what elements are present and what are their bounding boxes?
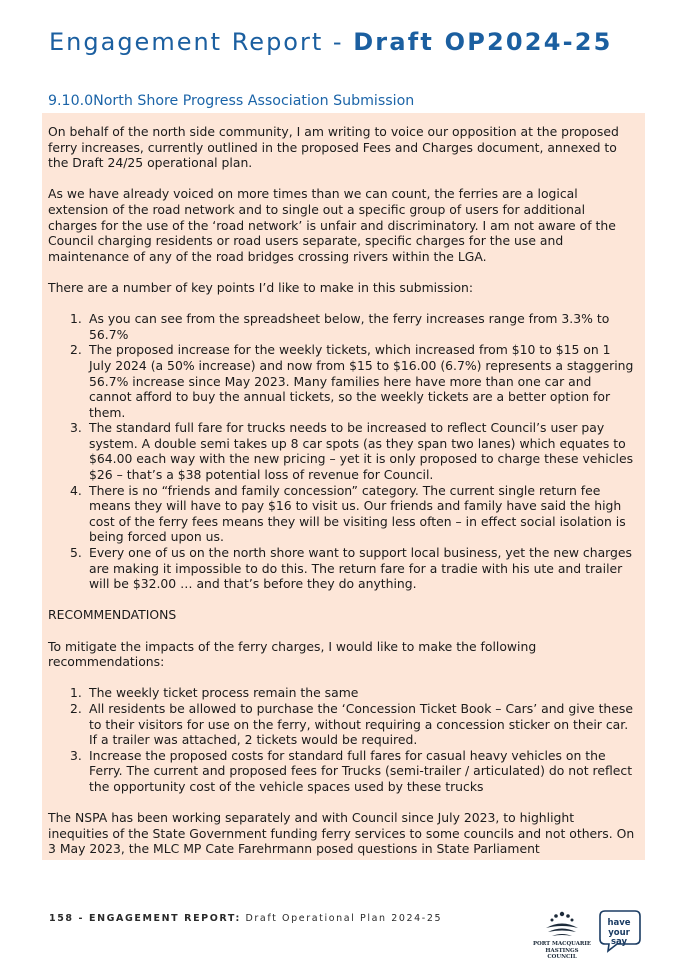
- footer-label: - ENGAGEMENT REPORT:: [73, 913, 241, 924]
- recommendations-intro: To mitigate the impacts of the ferry charges, I would like to make the following recommendations:: [48, 638, 537, 670]
- have-your-say-icon: [597, 908, 643, 954]
- list-item: 2. All residents be allowed to purchase the ‘Concession Ticket Book – Cars’ and give these to their visitors for use on the ferry, without requiring a concession sticker on their car. If a trailer was attached, 2 tickets would be required.: [70, 700, 633, 748]
- list-item: 5. Every one of us on the north shore want to support local business, yet the new charges are making it impossible to do this. The return fare for a tradie with his ute and trailer will be $32.00 … and that’s before they do anything.: [70, 545, 632, 592]
- key-points-list: [48, 311, 635, 592]
- paragraph-intro: On behalf of the north side community, I am writing to voice our opposition at the proposed ferry increases, currently outlined in the proposed Fees and Charges document, annexed to the Draft 24/25 operational plan.: [48, 124, 619, 171]
- list-item: 1. The weekly ticket process remain the same: [70, 685, 359, 701]
- title-draft: Draft OP2024-25: [353, 28, 613, 56]
- council-name: PORT MACQUARIE HASTINGS COUNCIL: [533, 941, 591, 961]
- council-logo-icon: [532, 908, 592, 961]
- page-footer: [49, 913, 442, 924]
- title-prefix: Engagement Report -: [49, 28, 354, 56]
- paragraph-road-network: As we have already voiced on more times than we can count, the ferries are a logical extension of the road network and to single out a specific group of users for additional charges for the use of the ‘road network’ is unfair and discriminatory. I am not aware of the Council charging residents or road users separate, specific charges for the use and maintenance of any of the road bridges crossing rivers within the LGA.: [48, 186, 616, 264]
- section-heading: 9.10.0North Shore Progress Association Submission: [48, 93, 415, 109]
- footer-doc-title: Draft Operational Plan 2024-25: [240, 913, 443, 924]
- list-item: 3. The standard full fare for trucks needs to be increased to reflect Council’s user pay system. A double semi takes up 8 car spots (as they span two lanes) which equates to $64.00 each way with the new pricing – yet it is only proposed to charge these vehicles $26 – that’s a $38 potential loss of revenue for Council.: [70, 420, 634, 483]
- have-your-say-text: have your say: [607, 918, 631, 948]
- council-emblem-icon: [532, 908, 592, 942]
- list-item: 4. There is no “friends and family concession” category. The current single return fee means they will have to pay $16 to visit us. Our friends and family have said the high cost of the ferry fees means they will be visiting less often – in effect social isolation is being forced upon us.: [70, 482, 626, 545]
- paragraph-closing: The NSPA has been working separately and with Council since July 2023, to highlight inequities of the State Government funding ferry services to some councils and not others. On 3 May 2023, the MLC MP Cate Farehrmann posed questions in State Parliament: [48, 810, 635, 857]
- recommendations-list: [48, 685, 635, 794]
- page-number: 158: [49, 913, 74, 924]
- page-title: [49, 28, 613, 56]
- recommendations-heading: RECOMMENDATIONS: [48, 607, 177, 623]
- list-item: 3. Increase the proposed costs for standard full fares for casual heavy vehicles on the Ferry. The current and proposed fees for Trucks (semi-trailer / articulated) do not reflect the opportunity cost of the vehicle spaces used by these trucks: [70, 747, 633, 794]
- paragraph-key-points: There are a number of key points I’d like to make in this submission:: [48, 279, 474, 295]
- list-item: 1. As you can see from the spreadsheet below, the ferry increases range from 3.3% to 56.7%: [70, 311, 610, 342]
- list-item: 2. The proposed increase for the weekly tickets, which increased from $10 to $15 on 1 July 2024 (a 50% increase) and now from $15 to $16.00 (6.7%) represents a staggering 56.7% increase since May 2023. Many families here have more than one car and cannot afford to buy the annual tickets, so the weekly tickets are a better option for them.: [70, 342, 634, 420]
- submission-panel: [42, 113, 645, 860]
